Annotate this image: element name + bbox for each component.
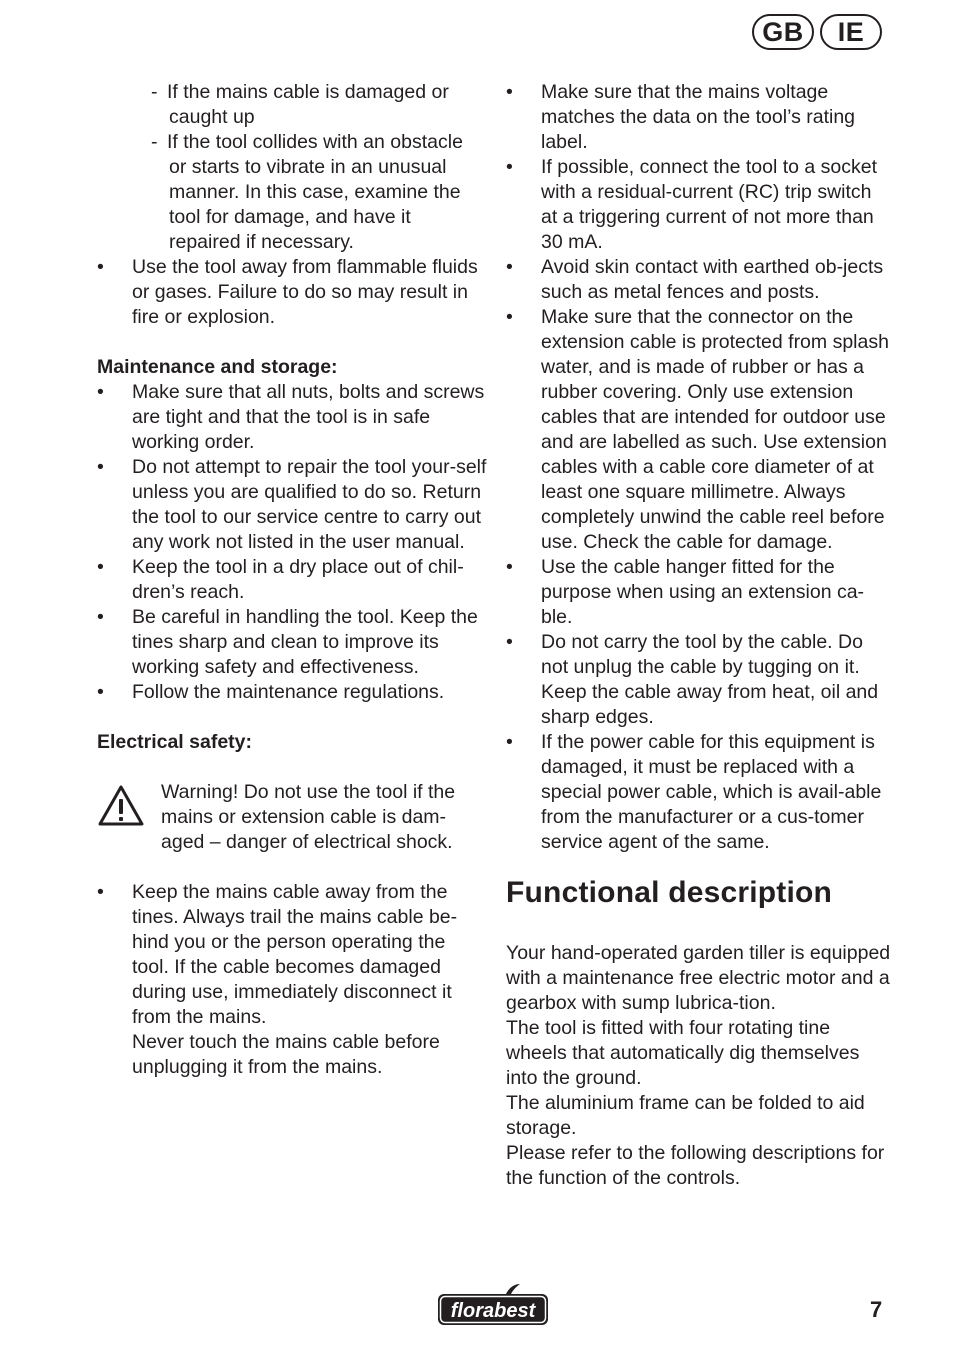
- list-item-text: Use the cable hanger fitted for the purpose when using an extension ca-ble.: [541, 556, 865, 628]
- bullet-symbol: •: [506, 631, 513, 653]
- bullet-symbol: •: [97, 381, 104, 403]
- language-badge-gb: GB: [752, 14, 814, 50]
- list-item: [506, 155, 891, 255]
- list-item: [97, 255, 487, 330]
- list-item-text: Do not carry the tool by the cable. Do not unplug the cable by tugging on it. Keep the cable away from heat, oil and sharp edges.: [541, 631, 879, 728]
- list-item-text: Make sure that the mains voltage matches the data on the tool’s rating label.: [541, 81, 856, 153]
- warning-notice: [97, 780, 487, 855]
- list-item: [97, 880, 487, 1080]
- paragraph: The aluminium frame can be folded to aid storage.: [506, 1092, 865, 1139]
- list-item: [97, 605, 487, 680]
- bullet-symbol: •: [97, 606, 104, 628]
- warning-triangle-icon: [97, 784, 145, 828]
- bullet-symbol: •: [97, 256, 104, 278]
- list-item-text: Use the tool away from flammable fluids or gases. Failure to do so may result in fire or explosion.: [132, 256, 478, 328]
- list-item-text: Make sure that all nuts, bolts and screws are tight and that the tool is in safe working order.: [132, 381, 485, 453]
- bullet-symbol: •: [506, 306, 513, 328]
- list-item-text: Keep the mains cable away from the tines. Always trail the mains cable be-hind you or the person operating the tool. If the cable becomes damaged during use, immediately disconnect it from the mains.: [132, 881, 458, 1028]
- list-item: [506, 80, 891, 155]
- dash-symbol: -: [151, 81, 158, 103]
- dash-item: [97, 80, 487, 130]
- list-item: [97, 680, 487, 705]
- left-column: [97, 80, 487, 1080]
- bullet-symbol: •: [97, 556, 104, 578]
- dash-symbol: -: [151, 131, 158, 153]
- bullet-symbol: •: [506, 731, 513, 753]
- dash-item-continuation: or starts to vibrate in an unusual manner. In this case, examine the tool for damage, and have it repaired if necessary.: [169, 156, 461, 253]
- electrical-safety-heading: Electrical safety:: [97, 731, 253, 753]
- paragraph: Your hand-operated garden tiller is equipped with a maintenance free electric motor and a gearbox with sump lubrica-tion.: [506, 942, 891, 1014]
- list-item-text: Avoid skin contact with earthed ob-jects such as metal fences and posts.: [541, 256, 884, 303]
- list-item: [506, 555, 891, 630]
- bullet-symbol: •: [506, 156, 513, 178]
- bullet-symbol: •: [506, 81, 513, 103]
- list-item: [97, 380, 487, 455]
- list-item-text: If possible, connect the tool to a socket with a residual-current (RC) trip switch at a triggering current of not more than 30 mA.: [541, 156, 878, 253]
- list-item: [97, 455, 487, 555]
- list-item: [506, 730, 891, 855]
- language-badges: [752, 14, 882, 50]
- paragraph: The tool is fitted with four rotating tine wheels that automatically dig themselves into the ground.: [506, 1017, 860, 1089]
- dash-item-first-line: If the tool collides with an obstacle: [167, 131, 463, 153]
- dash-item: [97, 130, 487, 255]
- list-item: [97, 555, 487, 605]
- bullet-symbol: •: [97, 681, 104, 703]
- list-item-text: Be careful in handling the tool. Keep the tines sharp and clean to improve its working safety and effectiveness.: [132, 606, 478, 678]
- section-title: Functional description: [506, 876, 833, 909]
- logo-text: florabest: [450, 1300, 536, 1322]
- dash-item-continuation: caught up: [169, 106, 255, 128]
- bullet-symbol: •: [506, 256, 513, 278]
- maintenance-heading: Maintenance and storage:: [97, 356, 338, 378]
- paragraph: Please refer to the following descriptions for the function of the controls.: [506, 1142, 885, 1189]
- list-item: [506, 630, 891, 730]
- florabest-logo: [436, 1282, 550, 1328]
- list-item-text: If the power cable for this equipment is damaged, it must be replaced with a special power cable, which is avail-able from the manufacturer or a cus-tomer service agent of the same.: [541, 731, 882, 853]
- list-item: [506, 305, 891, 555]
- language-badge-ie: IE: [820, 14, 882, 50]
- list-item: [506, 255, 891, 305]
- list-item-text: Never touch the mains cable before unplugging it from the mains.: [132, 1031, 440, 1078]
- list-item-text: Keep the tool in a dry place out of chil-dren’s reach.: [132, 556, 464, 603]
- warning-text: Warning! Do not use the tool if the mains or extension cable is dam-aged – danger of electrical shock.: [161, 781, 456, 853]
- page-number: 7: [870, 1297, 883, 1322]
- bullet-symbol: •: [506, 556, 513, 578]
- list-item-text: Follow the maintenance regulations.: [132, 681, 445, 703]
- bullet-symbol: •: [97, 456, 104, 478]
- bullet-symbol: •: [97, 881, 104, 903]
- list-item-text: Make sure that the connector on the extension cable is protected from splash water, and is made of rubber or has a rubber covering. Only use extension cables that are intended for outdoor use and are labelled as such. Use extension cables with a cable core diameter of at least one square millimetre. Always completely unwind the cable reel before use. Check the cable for damage.: [541, 306, 889, 553]
- right-column: [506, 80, 891, 1191]
- list-item-text: Do not attempt to repair the tool your-self unless you are qualified to do so. Return the tool to our service centre to carry out any work not listed in the user manual.: [132, 456, 487, 553]
- dash-item-first-line: If the mains cable is damaged or: [167, 81, 449, 103]
